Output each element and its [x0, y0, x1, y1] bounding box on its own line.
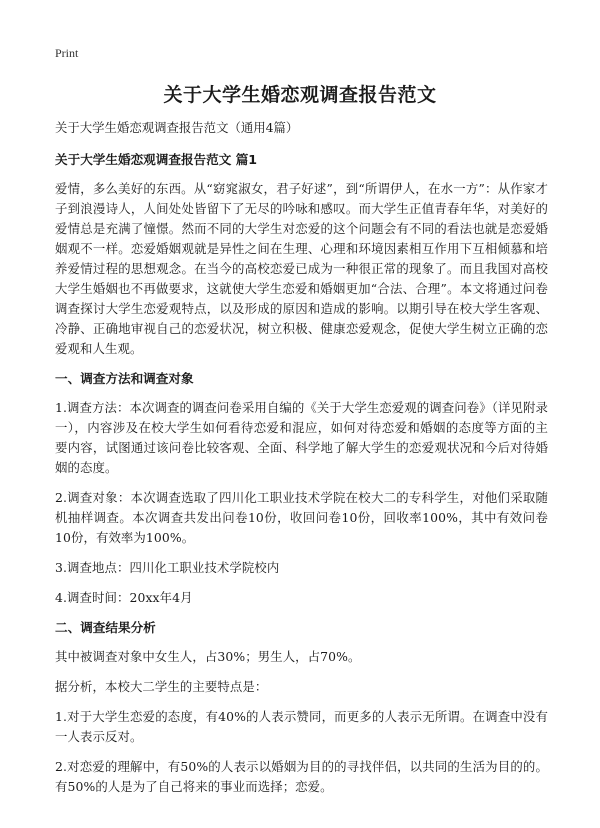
page-title: 关于大学生婚恋观调查报告范文 [163, 84, 437, 106]
paragraph-location: 3.调查地点：四川化工职业技术学院校内 [55, 560, 280, 575]
intro-paragraph: 爱情，多么美好的东西。从“窈窕淑女，君子好逑”，到“所谓伊人，在水一方”：从作家才子到浪漫诗人，人间处处皆留下了无尽的吟咏和感叹。而大学生正值青春年华，对美好的爱情总是充满了憧憬。然而不同的大学生对恋爱的这个问题会有不同的看法也就是恋爱婚姻观不一样。恋爱婚姻观就是异性之间在生理、心理和环境因素相互作用下互相倾慕和培养爱情过程的思想观念。在当今的高校恋爱已成为一种很正常的现象了。而且我国对高校大学生婚姻也不再做要求，这就使大学生恋爱和婚姻更加“合法、合理”。本文将通过问卷调查探讨大学生恋爱观特点，以及形成的原因和造成的影响。以期引导在校大学生客观、冷静、正确地审视自己的恋爱状况，树立积极、健康恋爱观念，促使大学生树立正确的恋爱观和人生观。 [55, 181, 548, 356]
paragraph-result-1: 1.对于大学生恋爱的态度，有40%的人表示赞同，而更多的人表示无所谓。在调查中没有一人表示反对。 [55, 709, 548, 744]
section-heading: 关于大学生婚恋观调查报告范文 篇1 [55, 152, 258, 167]
heading-methods: 一、调查方法和调查对象 [55, 371, 194, 386]
document-body [55, 118, 548, 807]
paragraph-ratio: 其中被调查对象中女生人，占30%；男生人，占70%。 [55, 649, 361, 664]
paragraph-method: 1.调查方法：本次调查的调查问卷采用自编的《关于大学生恋爱观的调查问卷》（详见附录一），内容涉及在校大学生如何看待恋爱和混应，如何对待恋爱和婚姻的态度等方面的主要内容，试图通过该问卷比较客观、全面、科学地了解大学生的恋爱观状况和今后对待婚姻的态度。 [55, 400, 548, 475]
paragraph-time: 4.调查时间：20xx年4月 [55, 590, 193, 605]
paragraph-result-2: 2.对恋爱的理解中，有50%的人表示以婚姻为目的的寻找伴侣，以共同的生活为目的的。有50%的人是为了自己将来的事业而选择；恋爱。 [55, 759, 548, 794]
paragraph-subjects: 2.调查对象：本次调查选取了四川化工职业技术学院在校大二的专科学生，对他们采取随机抽样调查。本次调查共发出问卷10份，收回问卷10份，回收率100%，其中有效问卷10份，有效率为100%。 [55, 490, 548, 545]
heading-results: 二、调查结果分析 [55, 620, 156, 635]
paragraph-analysis: 据分析，本校大二学生的主要特点是： [55, 679, 268, 694]
document-subtitle: 关于大学生婚恋观调查报告范文（通用4篇） [55, 120, 299, 135]
print-link[interactable]: Print [55, 46, 79, 60]
